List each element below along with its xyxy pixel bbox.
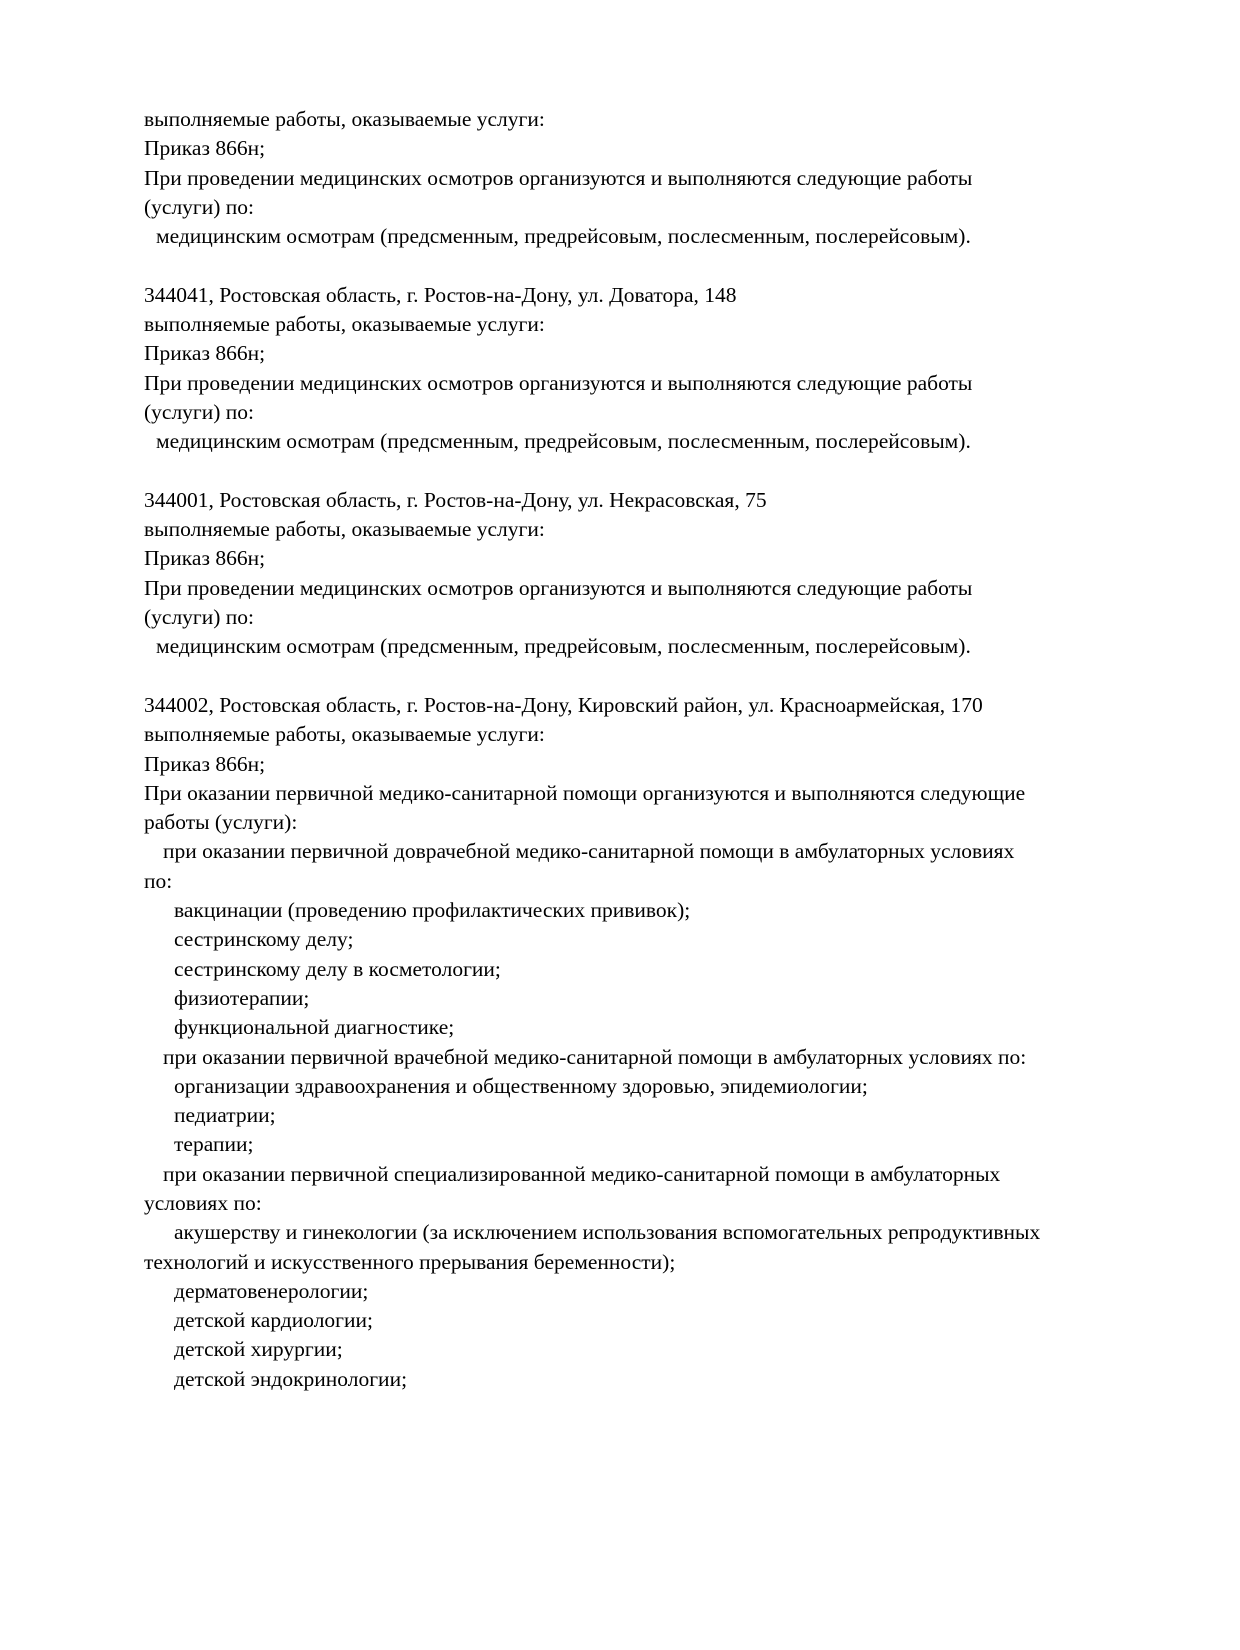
text-line: детской кардиологии; — [174, 1308, 373, 1333]
text-line: вакцинации (проведению профилактических прививок); — [174, 898, 691, 923]
text-line: педиатрии; — [174, 1103, 276, 1128]
text-line: При проведении медицинских осмотров организуются и выполняются следующие работы — [144, 370, 973, 395]
text-line: терапии; — [174, 1132, 254, 1157]
text-line: медицинским осмотрам (предсменным, предрейсовым, послесменным, послерейсовым). — [156, 429, 971, 454]
license-address-block — [144, 486, 1200, 662]
text-line: При проведении медицинских осмотров организуются и выполняются следующие работы — [144, 165, 973, 190]
text-line: детской эндокринологии; — [174, 1366, 408, 1391]
text-line: при оказании первичной врачебной медико-санитарной помощи в амбулаторных условиях по: — [163, 1044, 1027, 1069]
address-line: 344041, Ростовская область, г. Ростов-на-Дону, ул. Доватора, 148 — [144, 282, 737, 307]
address-line: 344001, Ростовская область, г. Ростов-на-Дону, ул. Некрасовская, 75 — [144, 487, 767, 512]
license-address-block — [144, 105, 1200, 251]
license-address-block — [144, 691, 1200, 1394]
text-line: выполняемые работы, оказываемые услуги: — [144, 312, 545, 337]
text-line: акушерству и гинекологии (за исключением использования вспомогательных репродуктивных — [174, 1220, 1041, 1245]
text-line: При оказании первичной медико-санитарной помощи организуются и выполняются следующие — [144, 780, 1026, 805]
license-address-block — [144, 281, 1200, 457]
text-line: дерматовенерологии; — [174, 1278, 369, 1303]
document-content — [144, 105, 1200, 1394]
text-line: работы (услуги): — [144, 810, 298, 835]
text-line: технологий и искусственного прерывания беременности); — [144, 1249, 676, 1274]
text-line: функциональной диагностике; — [174, 1015, 455, 1040]
text-line: выполняемые работы, оказываемые услуги: — [144, 722, 545, 747]
text-line: выполняемые работы, оказываемые услуги: — [144, 107, 545, 131]
text-line: сестринскому делу; — [174, 927, 354, 952]
text-line: условиях по: — [144, 1190, 262, 1215]
text-line: выполняемые работы, оказываемые услуги: — [144, 517, 545, 542]
blank-line — [144, 662, 1200, 691]
text-line: организации здравоохранения и общественному здоровью, эпидемиологии; — [174, 1073, 868, 1098]
text-line: Приказ 866н; — [144, 546, 266, 571]
text-line: Приказ 866н; — [144, 751, 266, 776]
text-line: сестринскому делу в косметологии; — [174, 956, 501, 981]
text-line: при оказании первичной доврачебной медико-санитарной помощи в амбулаторных условиях — [163, 839, 1015, 864]
text-line: детской хирургии; — [174, 1337, 343, 1362]
blank-line — [144, 457, 1200, 486]
text-line: (услуги) по: — [144, 194, 255, 219]
text-line: Приказ 866н; — [144, 136, 266, 161]
text-line: медицинским осмотрам (предсменным, предрейсовым, послесменным, послерейсовым). — [156, 634, 971, 659]
address-line: 344002, Ростовская область, г. Ростов-на-Дону, Кировский район, ул. Красноармейская, 170 — [144, 692, 983, 717]
text-line: (услуги) по: — [144, 605, 255, 630]
text-line: медицинским осмотрам (предсменным, предрейсовым, послесменным, послерейсовым). — [156, 224, 971, 249]
text-line: Приказ 866н; — [144, 341, 266, 366]
text-line: (услуги) по: — [144, 399, 255, 424]
text-line: по: — [144, 868, 173, 893]
blank-line — [144, 251, 1200, 280]
text-line: физиотерапии; — [174, 985, 310, 1010]
text-line: При проведении медицинских осмотров организуются и выполняются следующие работы — [144, 575, 973, 600]
text-line: при оказании первичной специализированной медико-санитарной помощи в амбулаторных — [163, 1161, 1001, 1186]
